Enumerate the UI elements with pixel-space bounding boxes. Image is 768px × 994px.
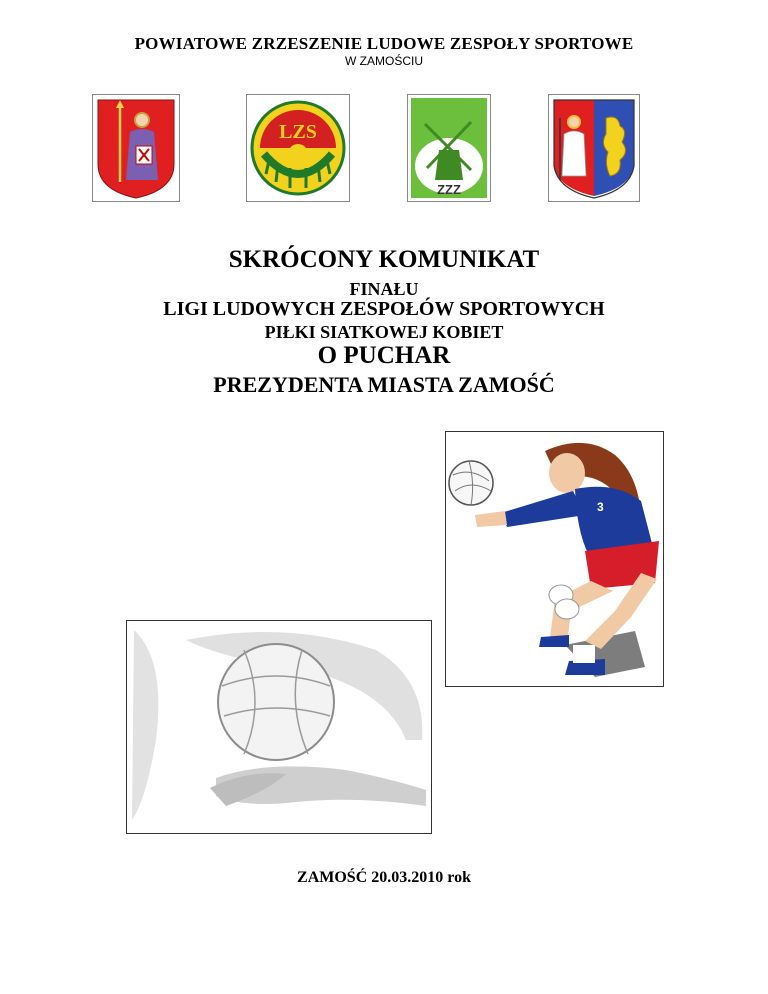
county-crest-logo (548, 94, 640, 202)
zzz-windmill-logo (407, 94, 491, 202)
document-title: SKRÓCONY KOMUNIKAT (228, 246, 540, 273)
volleyball-hands-sketch (126, 620, 432, 834)
lzs-logo (246, 94, 350, 202)
title-cup: O PUCHAR (317, 342, 451, 369)
title-mayor: PREZYDENTA MIASTA ZAMOŚĆ (213, 372, 555, 397)
document-date: ZAMOŚĆ 20.03.2010 rok (297, 869, 471, 886)
jersey-number: 3 (597, 500, 604, 514)
zamosc-city-crest-logo (92, 94, 180, 202)
organization-name: POWIATOWE ZRZESZENIE LUDOWE ZESPOŁY SPORTOWE (134, 34, 634, 53)
volleyball-player-illustration (445, 431, 664, 687)
title-final: FINAŁU (349, 279, 419, 299)
lzs-letters: LZS (279, 121, 317, 143)
title-discipline: PIŁKI SIATKOWEJ KOBIET (264, 322, 504, 342)
title-league: LIGI LUDOWYCH ZESPOŁÓW SPORTOWYCH (163, 298, 605, 320)
zzz-letters: ZZZ (437, 182, 461, 197)
organization-location: W ZAMOŚCIU (345, 54, 423, 68)
